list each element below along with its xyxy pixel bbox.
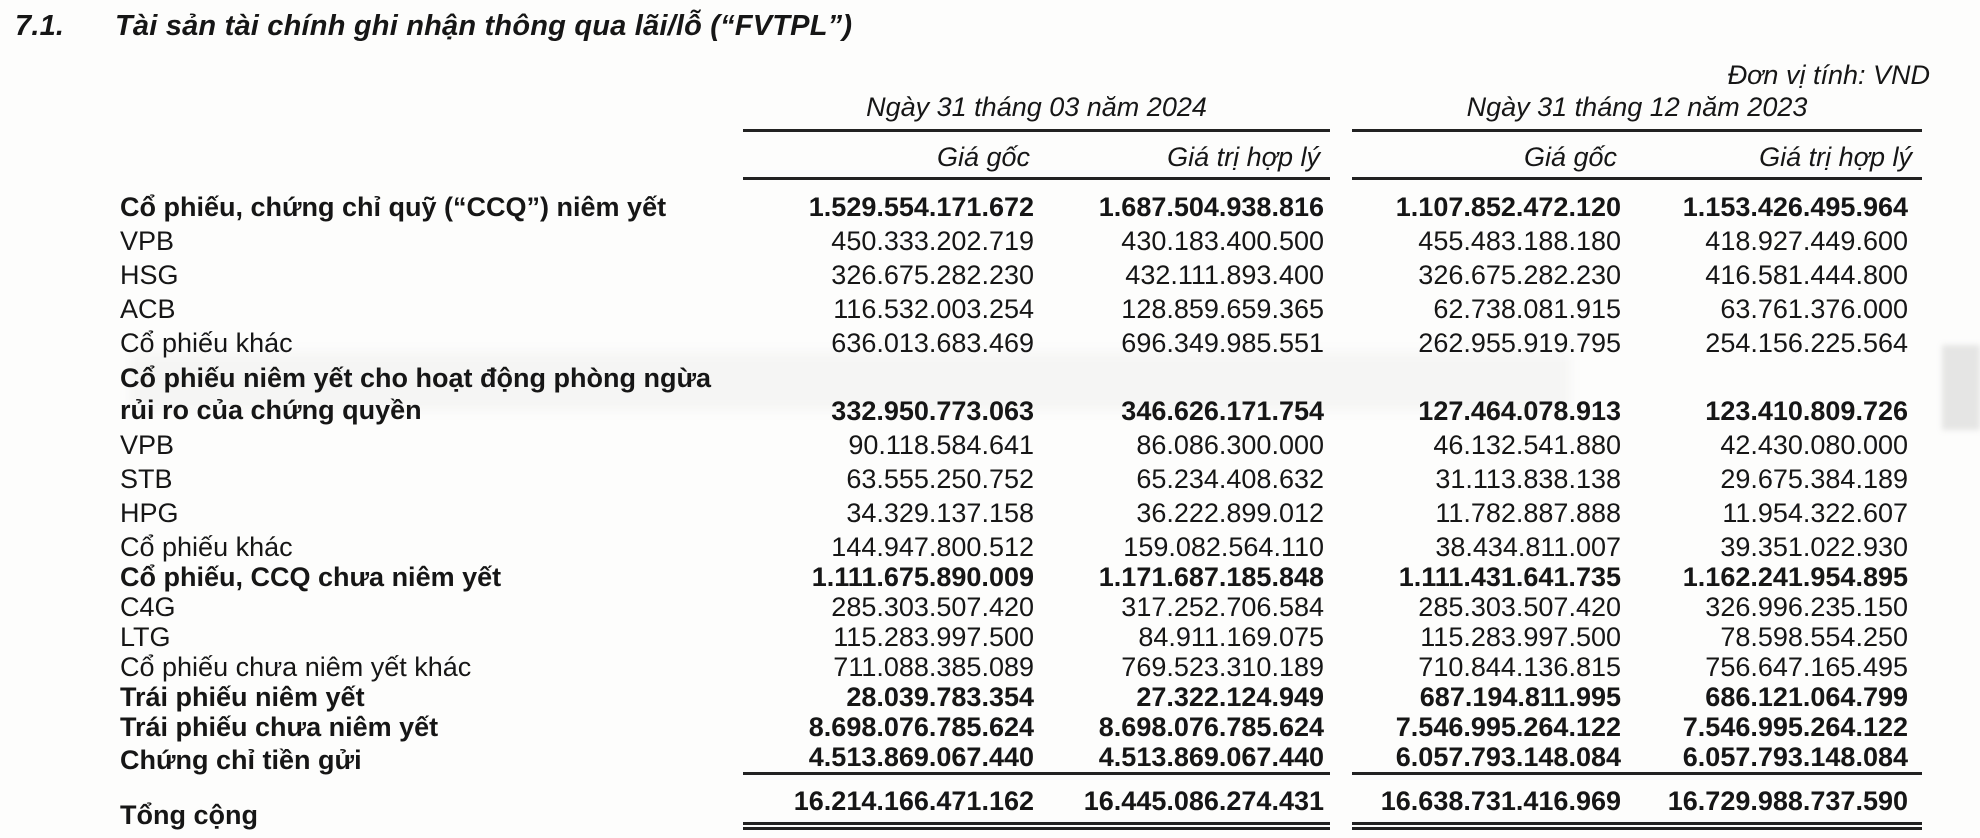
row-value-2024-fair: 1.171.687.185.848 xyxy=(1098,562,1324,592)
row-value-2023-fair: 16.729.988.737.590 xyxy=(1627,786,1922,830)
row-label: VPB xyxy=(120,430,175,460)
row-value-2023-cost: 687.194.811.995 xyxy=(1419,682,1621,712)
row-value-2023-fair: 416.581.444.800 xyxy=(1705,260,1908,290)
row-value-2023-fair: 39.351.022.930 xyxy=(1720,532,1908,562)
row-value-2023-cost: 115.283.997.500 xyxy=(1420,622,1621,652)
fvtpl-table xyxy=(120,90,1922,830)
section-title: Tài sản tài chính ghi nhận thông qua lãi/lỗ (“FVTPL”) xyxy=(115,10,853,42)
table-row xyxy=(120,682,1922,712)
row-value-2024-fair: 65.234.408.632 xyxy=(1136,464,1324,494)
section-heading xyxy=(15,10,852,43)
row-label: Trái phiếu niêm yết xyxy=(120,682,365,712)
row-value-2023-fair: 11.954.322.607 xyxy=(1722,498,1908,528)
row-value-2024-fair: 317.252.706.584 xyxy=(1121,592,1324,622)
row-value-2023-cost: 46.132.541.880 xyxy=(1433,430,1621,460)
row-value-2024-cost: 63.555.250.752 xyxy=(846,464,1034,494)
table-row xyxy=(120,426,1922,460)
row-value-2023-fair: 123.410.809.726 xyxy=(1705,396,1908,426)
column-header-fair-2024: Giá trị hợp lý xyxy=(1040,142,1330,180)
row-label: Trái phiếu chưa niêm yết xyxy=(120,712,439,742)
row-value-2024-fair: 36.222.899.012 xyxy=(1136,498,1324,528)
row-value-2024-cost: 115.283.997.500 xyxy=(833,622,1034,652)
row-value-2024-fair: 4.513.869.067.440 xyxy=(1040,742,1330,775)
section-number: 7.1. xyxy=(15,10,65,42)
table-row xyxy=(120,494,1922,528)
table-row xyxy=(120,528,1922,562)
row-value-2023-fair: 686.121.064.799 xyxy=(1705,682,1908,712)
row-value-2024-cost: 636.013.683.469 xyxy=(831,328,1034,358)
row-label: ACB xyxy=(120,294,176,324)
row-value-2024-cost: 711.088.385.089 xyxy=(833,652,1034,682)
table-row xyxy=(120,222,1922,256)
row-value-2023-fair: 1.153.426.495.964 xyxy=(1682,192,1908,222)
row-label: Chứng chỉ tiền gửi xyxy=(120,745,362,775)
row-value-2023-fair: 418.927.449.600 xyxy=(1705,226,1908,256)
row-value-2023-cost: 1.111.431.641.735 xyxy=(1398,562,1621,592)
table-row xyxy=(120,358,1922,426)
row-label: VPB xyxy=(120,226,175,256)
row-value-2023-cost: 262.955.919.795 xyxy=(1418,328,1621,358)
table-row xyxy=(120,742,1922,775)
row-value-2024-fair: 346.626.171.754 xyxy=(1121,396,1324,426)
row-value-2023-cost: 7.546.995.264.122 xyxy=(1395,712,1621,742)
row-value-2023-cost: 11.782.887.888 xyxy=(1435,498,1621,528)
row-label: HSG xyxy=(120,260,179,290)
row-label: Cổ phiếu chưa niêm yết khác xyxy=(120,652,472,682)
row-value-2023-cost: 710.844.136.815 xyxy=(1418,652,1621,682)
row-value-2024-fair: 27.322.124.949 xyxy=(1136,682,1324,712)
table-row xyxy=(120,256,1922,290)
row-value-2024-fair: 769.523.310.189 xyxy=(1121,652,1324,682)
column-header-cost-2023: Giá gốc xyxy=(1352,142,1627,180)
row-value-2023-fair: 78.598.554.250 xyxy=(1720,622,1908,652)
table-row xyxy=(120,562,1922,592)
column-header-fair-2023: Giá trị hợp lý xyxy=(1627,142,1922,180)
row-value-2023-cost: 1.107.852.472.120 xyxy=(1395,192,1621,222)
row-value-2024-fair: 696.349.985.551 xyxy=(1121,328,1324,358)
row-value-2024-cost: 326.675.282.230 xyxy=(831,260,1034,290)
row-label: Cổ phiếu, CCQ chưa niêm yết xyxy=(120,562,502,592)
row-value-2023-fair: 254.156.225.564 xyxy=(1705,328,1908,358)
row-value-2024-cost: 28.039.783.354 xyxy=(846,682,1034,712)
row-value-2024-cost: 1.111.675.890.009 xyxy=(811,562,1034,592)
row-value-2024-fair: 8.698.076.785.624 xyxy=(1098,712,1324,742)
row-value-2023-cost: 16.638.731.416.969 xyxy=(1352,786,1627,830)
row-value-2024-cost: 4.513.869.067.440 xyxy=(743,742,1040,775)
unit-note: Đơn vị tính: VND xyxy=(1727,60,1930,90)
row-value-2024-cost: 1.529.554.171.672 xyxy=(808,192,1034,222)
row-value-2023-fair: 7.546.995.264.122 xyxy=(1682,712,1908,742)
row-value-2023-cost: 6.057.793.148.084 xyxy=(1352,742,1627,775)
row-value-2024-fair: 84.911.169.075 xyxy=(1138,622,1324,652)
row-label: Cổ phiếu khác xyxy=(120,532,293,562)
column-group-header-row xyxy=(120,90,1922,132)
row-value-2024-cost: 285.303.507.420 xyxy=(831,592,1034,622)
row-value-2024-fair: 430.183.400.500 xyxy=(1121,226,1324,256)
row-value-2024-cost: 16.214.166.471.162 xyxy=(743,786,1040,830)
row-value-2024-fair: 432.111.893.400 xyxy=(1125,260,1324,290)
table-row xyxy=(120,460,1922,494)
column-group-2024: Ngày 31 tháng 03 năm 2024 xyxy=(743,92,1330,132)
table-row xyxy=(120,622,1922,652)
row-value-2024-cost: 34.329.137.158 xyxy=(846,498,1034,528)
row-value-2023-cost: 38.434.811.007 xyxy=(1435,532,1621,562)
row-label: Cổ phiếu niêm yết cho hoạt động phòng ngừa rủi ro của chứng quyền xyxy=(120,363,712,425)
row-value-2024-cost: 8.698.076.785.624 xyxy=(808,712,1034,742)
row-value-2024-cost: 116.532.003.254 xyxy=(833,294,1034,324)
row-value-2023-fair: 756.647.165.495 xyxy=(1705,652,1908,682)
row-value-2023-cost: 31.113.838.138 xyxy=(1435,464,1621,494)
row-label: Cổ phiếu, chứng chỉ quỹ (“CCQ”) niêm yết xyxy=(120,192,667,222)
table-row xyxy=(120,324,1922,358)
column-header-cost-2024: Giá gốc xyxy=(743,142,1040,180)
row-label: STB xyxy=(120,464,173,494)
row-label: Cổ phiếu khác xyxy=(120,328,293,358)
table-row xyxy=(120,290,1922,324)
row-value-2023-fair: 6.057.793.148.084 xyxy=(1627,742,1922,775)
row-value-2023-fair: 1.162.241.954.895 xyxy=(1682,562,1908,592)
row-value-2023-fair: 42.430.080.000 xyxy=(1720,430,1908,460)
column-header-row xyxy=(120,132,1922,180)
table-body xyxy=(120,180,1922,830)
row-value-2023-cost: 455.483.188.180 xyxy=(1418,226,1621,256)
row-value-2024-fair: 16.445.086.274.431 xyxy=(1040,786,1330,830)
row-value-2024-cost: 332.950.773.063 xyxy=(831,396,1034,426)
row-label: Tổng cộng xyxy=(120,800,258,830)
row-value-2024-fair: 159.082.564.110 xyxy=(1123,532,1324,562)
row-value-2023-fair: 29.675.384.189 xyxy=(1720,464,1908,494)
table-row xyxy=(120,592,1922,622)
row-value-2023-cost: 326.675.282.230 xyxy=(1418,260,1621,290)
row-label: HPG xyxy=(120,498,179,528)
row-value-2023-cost: 285.303.507.420 xyxy=(1418,592,1621,622)
row-value-2023-cost: 62.738.081.915 xyxy=(1433,294,1621,324)
row-value-2024-cost: 450.333.202.719 xyxy=(831,226,1034,256)
row-label: C4G xyxy=(120,592,176,622)
row-value-2024-fair: 1.687.504.938.816 xyxy=(1098,192,1324,222)
row-label: LTG xyxy=(120,622,171,652)
column-group-2023: Ngày 31 tháng 12 năm 2023 xyxy=(1352,92,1922,132)
row-value-2024-cost: 144.947.800.512 xyxy=(831,532,1034,562)
row-value-2023-fair: 63.761.376.000 xyxy=(1720,294,1908,324)
total-row xyxy=(120,786,1922,830)
row-value-2024-cost: 90.118.584.641 xyxy=(848,430,1034,460)
row-value-2023-fair: 326.996.235.150 xyxy=(1705,592,1908,622)
row-value-2023-cost: 127.464.078.913 xyxy=(1418,396,1621,426)
row-value-2024-fair: 86.086.300.000 xyxy=(1136,430,1324,460)
row-value-2024-fair: 128.859.659.365 xyxy=(1121,294,1324,324)
table-row xyxy=(120,652,1922,682)
table-row xyxy=(120,712,1922,742)
table-row xyxy=(120,188,1922,222)
scan-artifact xyxy=(1942,345,1980,430)
